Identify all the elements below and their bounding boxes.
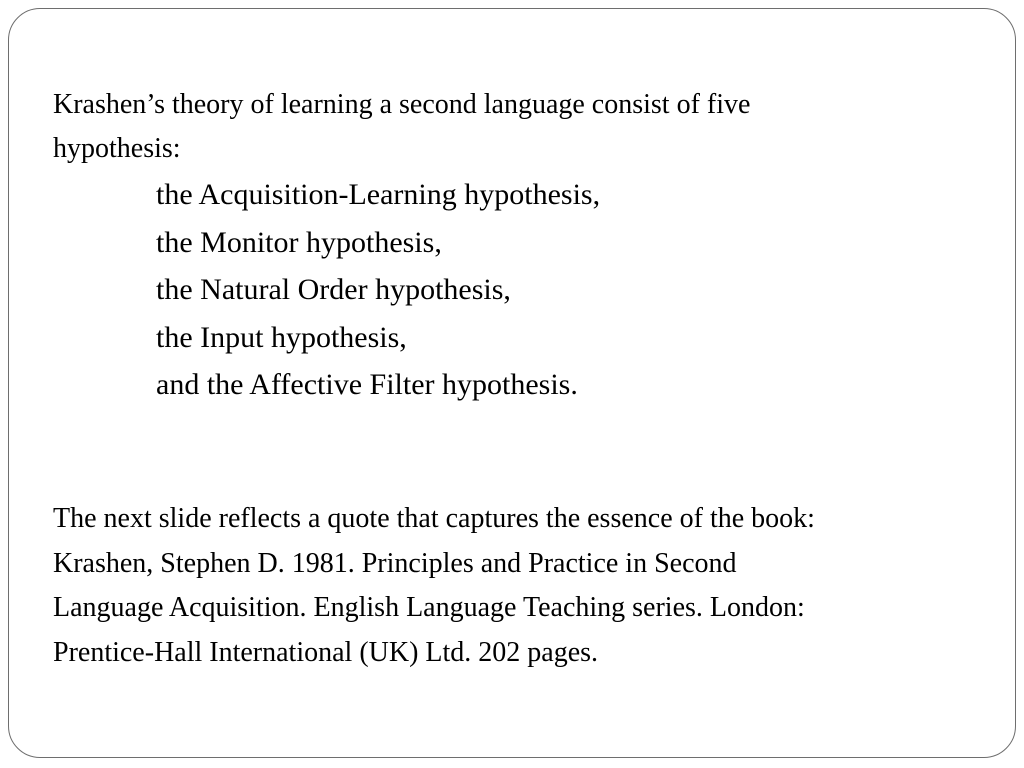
hypothesis-item: the Acquisition-Learning hypothesis, <box>156 178 601 211</box>
reference-paragraph <box>53 497 983 675</box>
intro-paragraph <box>53 83 983 171</box>
reference-line: Language Acquisition. English Language Teaching series. London: <box>53 592 805 623</box>
reference-line: Prentice-Hall International (UK) Ltd. 202 pages. <box>53 636 599 668</box>
reference-line: The next slide reflects a quote that captures the essence of the book: <box>53 503 815 534</box>
slide-frame <box>8 8 1016 758</box>
intro-line: Krashen’s theory of learning a second language consist of five <box>53 89 751 120</box>
hypothesis-item: and the Affective Filter hypothesis. <box>156 368 578 401</box>
intro-line: hypothesis: <box>53 133 181 164</box>
hypothesis-item: the Monitor hypothesis, <box>156 225 442 259</box>
slide-body <box>53 83 983 668</box>
hypothesis-list <box>53 171 983 409</box>
hypothesis-item: the Input hypothesis, <box>156 320 407 354</box>
hypothesis-item: the Natural Order hypothesis, <box>156 273 511 306</box>
reference-line: Krashen, Stephen D. 1981. Principles and Practice in Second <box>53 547 737 579</box>
